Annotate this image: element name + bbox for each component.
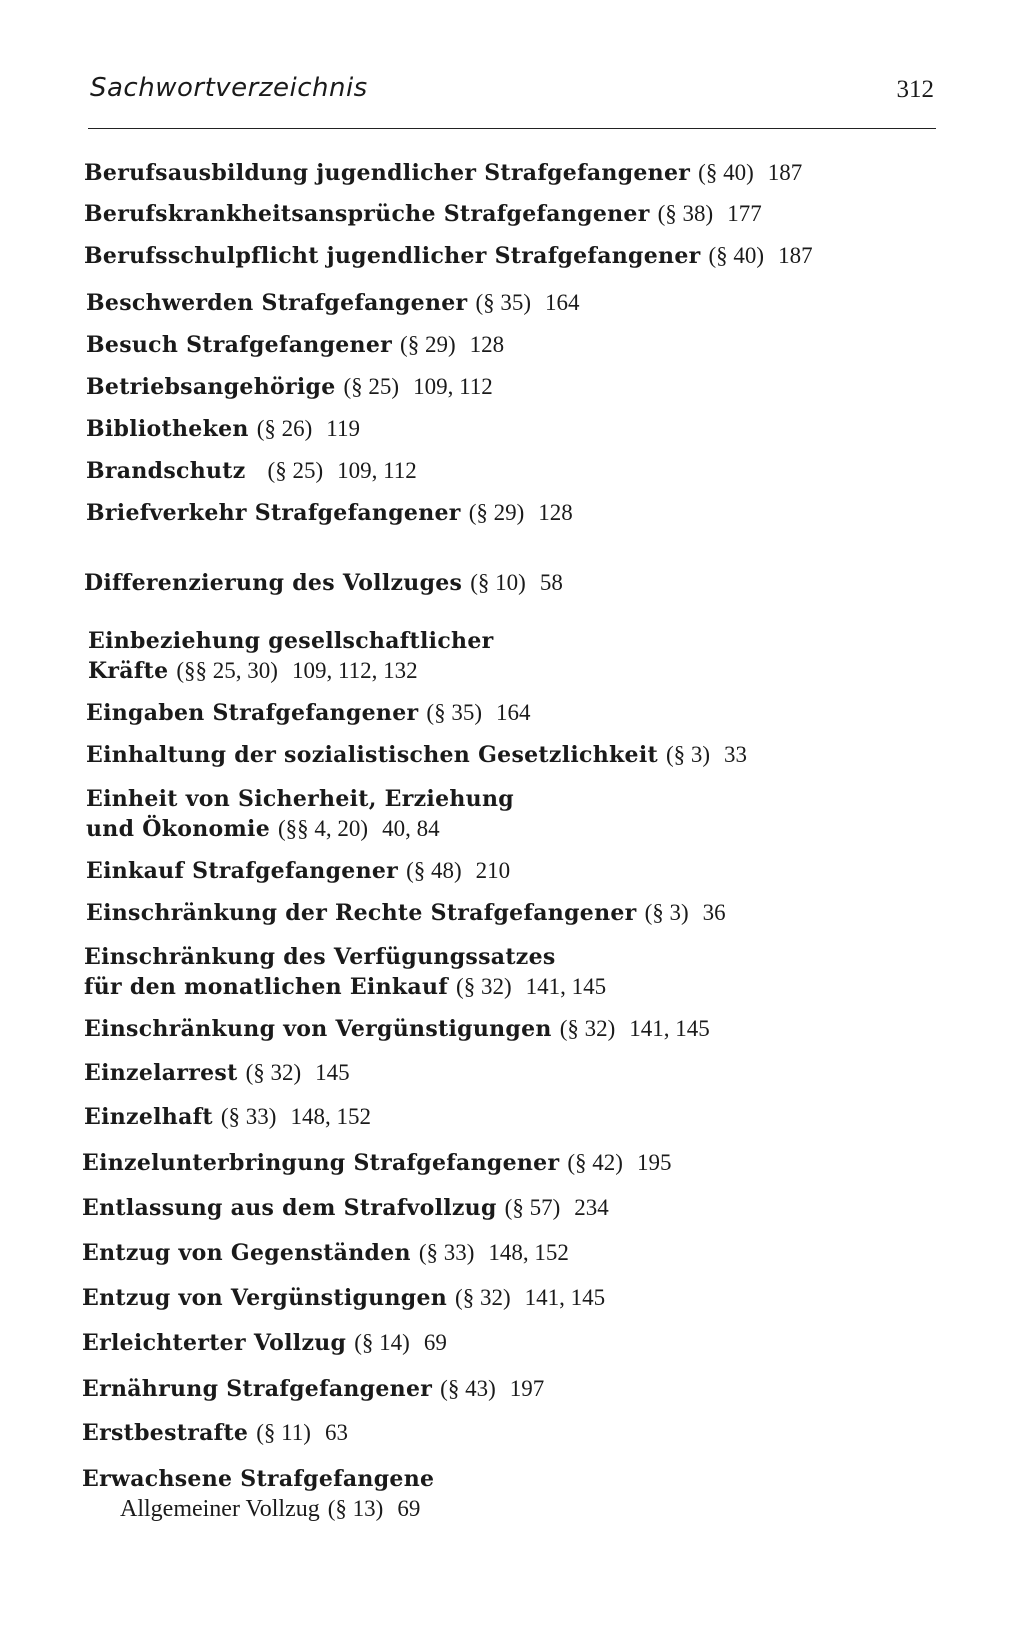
entry-term: Berufsausbildung jugendlicher Strafgefangener <box>84 160 691 186</box>
entry-term: Einbeziehung gesellschaftlicher <box>88 628 494 654</box>
entry-ref: (§ 48) <box>406 858 462 883</box>
entry-term: Besuch Strafgefangener <box>86 332 393 358</box>
entry-term-continued: und Ökonomie <box>86 816 271 842</box>
index-entry <box>86 498 573 528</box>
entry-ref: (§ 35) <box>475 290 532 315</box>
entry-pages: 145 <box>315 1060 350 1085</box>
index-entry <box>82 1328 447 1358</box>
entry-pages: 141, 145 <box>525 974 607 999</box>
entry-pages: 69 <box>397 1496 421 1521</box>
index-entry <box>82 1374 544 1404</box>
index-entry <box>82 1148 671 1178</box>
entry-term-continued: für den monatlichen Einkauf <box>84 974 449 1000</box>
entry-ref: (§ 3) <box>644 900 689 925</box>
entry-ref: (§ 35) <box>426 700 482 725</box>
index-entry <box>82 1464 434 1524</box>
index-entry <box>86 372 493 402</box>
entry-pages: 109, 112, 132 <box>291 658 418 683</box>
entry-ref: (§ 13) <box>327 1496 384 1521</box>
index-entry <box>84 568 563 598</box>
entry-ref: (§ 40) <box>708 243 765 268</box>
entry-ref: (§ 29) <box>468 500 525 525</box>
entry-ref: (§ 10) <box>470 570 526 595</box>
index-entry <box>86 330 504 360</box>
entry-ref: (§ 32) <box>245 1060 302 1085</box>
index-entry <box>84 942 606 1002</box>
entry-pages: 69 <box>423 1330 447 1355</box>
entry-term: Erstbestrafte <box>82 1420 249 1446</box>
entry-pages: 164 <box>545 290 580 315</box>
page-number: 312 <box>896 76 934 103</box>
header-title: Sachwortverzeichnis <box>90 73 368 103</box>
entry-pages: 164 <box>496 700 531 725</box>
entry-term: Differenzierung des Vollzuges <box>84 570 463 596</box>
entry-term: Einschränkung der Rechte Strafgefangener <box>86 900 637 926</box>
entry-pages: 36 <box>702 900 726 925</box>
entry-ref: (§ 32) <box>455 1285 511 1310</box>
entry-ref: (§ 32) <box>559 1016 616 1041</box>
entry-term: Ernährung Strafgefangener <box>82 1376 433 1402</box>
entry-term: Einschränkung des Verfügungssatzes <box>84 944 556 970</box>
entry-term: Einschränkung von Vergünstigungen <box>84 1016 552 1042</box>
index-entry <box>82 1283 605 1313</box>
entry-term: Einhaltung der sozialistischen Gesetzlichkeit <box>86 742 658 768</box>
entry-term: Berufsschulpflicht jugendlicher Strafgefangener <box>84 243 701 269</box>
entry-ref: (§§ 4, 20) <box>278 816 369 841</box>
entry-term: Entlassung aus dem Strafvollzug <box>82 1195 497 1221</box>
entry-term: Einheit von Sicherheit, Erziehung <box>86 786 514 812</box>
index-entry <box>86 288 580 318</box>
entry-ref: (§ 32) <box>456 974 512 999</box>
entry-pages: 141, 145 <box>629 1016 710 1041</box>
index-entry <box>82 1193 609 1223</box>
index-entry <box>86 856 510 886</box>
entry-pages: 210 <box>475 858 511 883</box>
entry-term: Briefverkehr Strafgefangener <box>86 500 461 526</box>
entry-term: Eingaben Strafgefangener <box>86 700 419 726</box>
index-entry <box>82 1238 569 1268</box>
entry-pages: 187 <box>767 160 803 185</box>
entry-term: Erwachsene Strafgefangene <box>82 1466 435 1492</box>
entry-term: Beschwerden Strafgefangener <box>86 290 468 316</box>
entry-pages: 58 <box>539 570 563 595</box>
entry-pages: 234 <box>574 1195 609 1220</box>
entry-ref: (§ 33) <box>220 1104 277 1129</box>
index-entry <box>84 241 813 271</box>
index-entry <box>86 698 531 728</box>
entry-pages: 141, 145 <box>524 1285 606 1310</box>
entry-pages: 109, 112 <box>337 458 417 483</box>
entry-ref: (§ 29) <box>400 332 456 357</box>
entry-term: Brandschutz <box>86 458 246 484</box>
entry-pages: 40, 84 <box>382 816 440 841</box>
entry-ref: (§ 38) <box>657 201 714 226</box>
index-entry <box>86 740 747 770</box>
entry-term: Entzug von Vergünstigungen <box>82 1285 448 1311</box>
entry-term: Betriebsangehörige <box>86 374 336 400</box>
index-entry <box>84 199 762 229</box>
entry-ref: (§ 43) <box>440 1376 496 1401</box>
entry-ref: (§ 40) <box>698 160 754 185</box>
index-entry <box>86 898 726 928</box>
entry-pages: 195 <box>636 1150 672 1175</box>
running-header <box>88 68 936 129</box>
entry-pages: 119 <box>326 416 360 441</box>
entry-term: Einzelarrest <box>84 1060 238 1086</box>
entry-term: Einkauf Strafgefangener <box>86 858 399 884</box>
index-entry <box>82 1418 348 1448</box>
entry-pages: 63 <box>324 1420 348 1445</box>
entry-ref: (§ 14) <box>354 1330 410 1355</box>
entry-ref: (§ 3) <box>665 742 711 767</box>
index-entry <box>84 158 802 188</box>
index-entry <box>88 626 494 686</box>
index-entry <box>86 784 514 844</box>
entry-term: Bibliotheken <box>86 416 249 442</box>
entry-pages: 33 <box>724 742 748 767</box>
entry-term: Einzelhaft <box>84 1104 213 1130</box>
entry-pages: 177 <box>727 201 762 226</box>
entry-pages: 128 <box>538 500 573 525</box>
index-entry <box>84 1102 371 1132</box>
entry-term-continued: Kräfte <box>88 658 169 684</box>
entry-pages: 128 <box>469 332 505 357</box>
entry-pages: 148, 152 <box>488 1240 569 1265</box>
entry-ref: (§ 25) <box>343 374 400 399</box>
entry-ref: (§ 33) <box>418 1240 475 1265</box>
entry-pages: 197 <box>509 1376 545 1401</box>
entry-ref: (§ 11) <box>256 1420 311 1445</box>
index-entry <box>84 1058 350 1088</box>
entry-ref: (§ 42) <box>567 1150 623 1175</box>
index-entry <box>84 1014 710 1044</box>
entry-term: Erleichterter Vollzug <box>82 1330 347 1356</box>
entry-pages: 109, 112 <box>413 374 493 399</box>
entry-subterm: Allgemeiner Vollzug <box>120 1496 320 1522</box>
entry-term: Einzelunterbringung Strafgefangener <box>82 1150 560 1176</box>
entry-pages: 187 <box>778 243 813 268</box>
entry-ref: (§§ 25, 30) <box>176 658 278 683</box>
entry-ref: (§ 25) <box>267 458 324 483</box>
entry-ref: (§ 57) <box>504 1195 561 1220</box>
index-entry <box>86 414 360 444</box>
entry-ref: (§ 26) <box>256 416 313 441</box>
entry-pages: 148, 152 <box>290 1104 371 1129</box>
entry-term: Berufskrankheitsansprüche Strafgefangener <box>84 201 650 227</box>
index-entry <box>86 456 417 486</box>
entry-term: Entzug von Gegenständen <box>82 1240 411 1266</box>
